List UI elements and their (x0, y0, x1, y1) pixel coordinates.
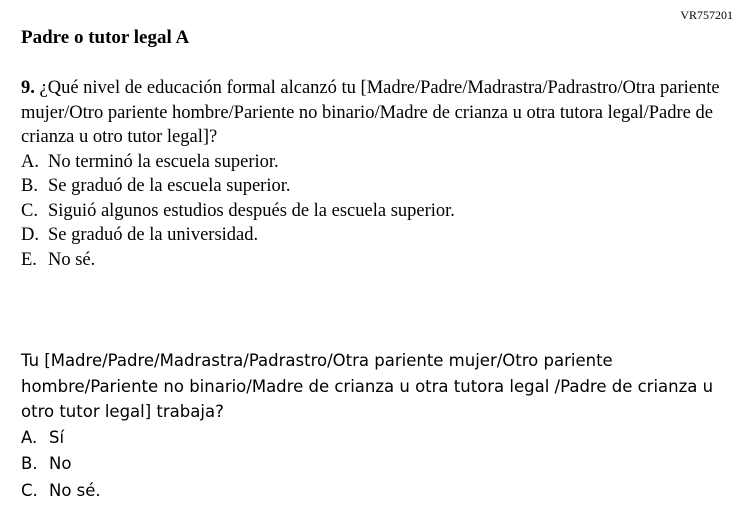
question-works (21, 348, 746, 504)
option-letter: A. (21, 151, 39, 172)
option-text: Siguió algunos estudios después de la escuela superior. (48, 200, 455, 221)
option-text: No (49, 454, 72, 473)
question-9-text (21, 76, 746, 150)
question-works-text: Tu [Madre/Padre/Madrastra/Padrastro/Otra pariente mujer/Otro pariente hombre/Pariente no binario/Madre de crianza u otra tutora legal /Padre de crianza u otro tutor legal] trabaja? (21, 351, 714, 421)
option-text: Sí (49, 427, 65, 447)
answer-option-a[interactable] (21, 425, 746, 452)
answer-option-b[interactable] (21, 174, 746, 199)
answer-option-c[interactable] (21, 199, 746, 224)
answer-option-b[interactable] (21, 451, 746, 478)
question-9-options (21, 150, 746, 273)
answer-option-d[interactable] (21, 223, 746, 248)
option-letter: B. (21, 176, 38, 196)
option-letter: C. (21, 480, 38, 500)
option-letter: A. (21, 427, 38, 447)
document-id: VR757201 (680, 8, 733, 22)
option-letter: E. (21, 249, 37, 270)
option-text: No terminó la escuela superior. (48, 151, 279, 172)
option-text: No sé. (49, 480, 101, 500)
option-letter: D. (21, 225, 39, 245)
question-9 (21, 76, 746, 272)
option-letter: B. (21, 454, 38, 473)
option-text: Se graduó de la universidad. (48, 225, 259, 245)
answer-option-a[interactable] (21, 150, 746, 175)
answer-option-e[interactable] (21, 248, 746, 273)
question-9-prompt: ¿Qué nivel de educación formal alcanzó tu [Madre/Padre/Madrastra/Padrastro/Otra pariente mujer/Otro pariente hombre/Pariente no binario/Madre de crianza u otra tutora legal/Padre de crianza u otro tutor legal]? (21, 78, 720, 147)
section-title: Padre o tutor legal A (21, 27, 190, 48)
question-works-options (21, 425, 746, 505)
answer-option-c[interactable] (21, 478, 746, 505)
option-text: No sé. (48, 249, 96, 270)
question-number: 9. (21, 78, 35, 98)
option-letter: C. (21, 200, 38, 221)
option-text: Se graduó de la escuela superior. (48, 176, 291, 196)
